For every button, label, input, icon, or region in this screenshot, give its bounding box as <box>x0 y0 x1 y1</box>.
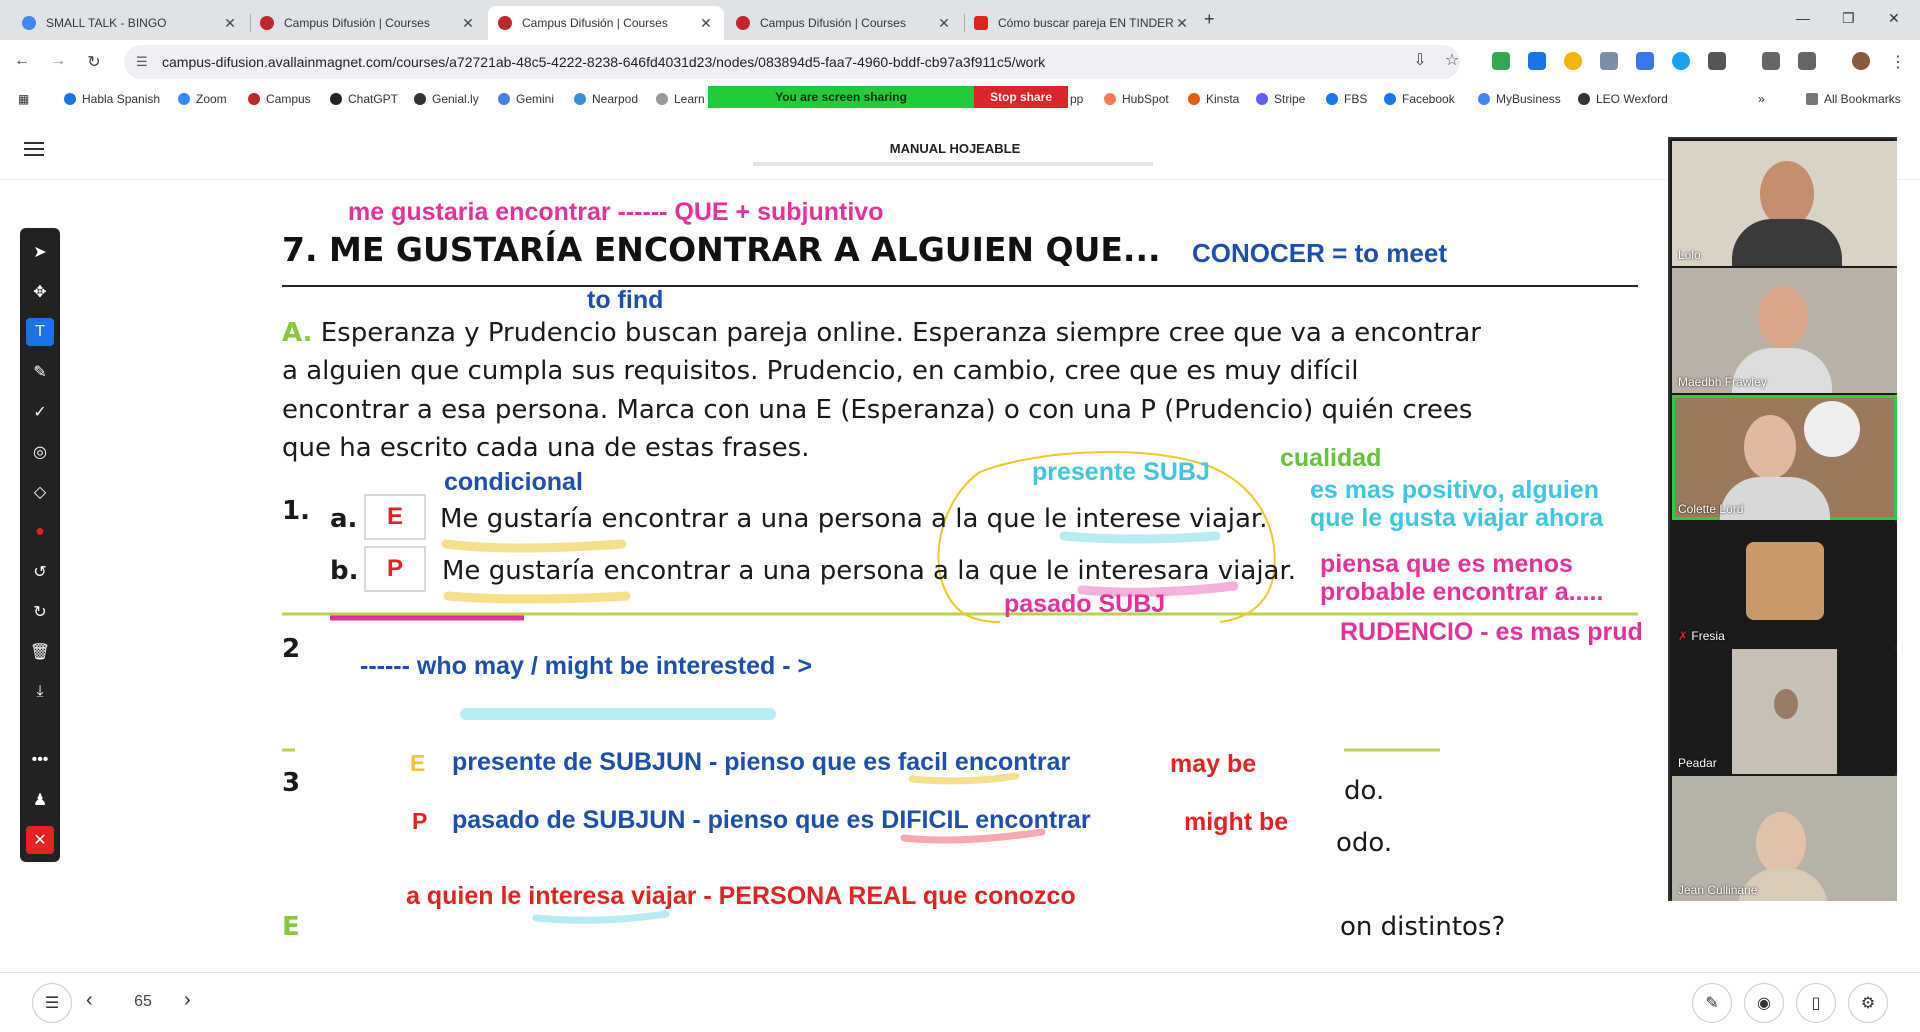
close-icon[interactable]: ✕ <box>700 14 712 31</box>
close-icon[interactable]: ✕ <box>1176 14 1188 31</box>
annotation-persona-real: a quien le interesa viajar - PERSONA REAL que conozco <box>406 882 1076 910</box>
more-menu-icon[interactable]: ⋮ <box>1890 54 1906 71</box>
bookmark-label: pp <box>1070 92 1084 106</box>
undo-icon[interactable]: ↺ <box>33 564 47 581</box>
bookmark-label: All Bookmarks <box>1824 92 1901 106</box>
drive-icon[interactable] <box>1492 52 1510 70</box>
bookmark-star-icon[interactable]: ☆ <box>1444 52 1460 69</box>
participant-name: Maedbh Frawley <box>1678 375 1767 389</box>
annotation-may-be: may be <box>1170 750 1257 778</box>
stop-share-button[interactable]: Stop share <box>974 86 1068 108</box>
bookmark-chatgpt[interactable] <box>330 92 398 106</box>
trash-icon[interactable]: 🗑 <box>29 644 51 661</box>
sentence-a: Me gustaría encontrar a una persona a la que le interese viajar. <box>440 504 1268 534</box>
bottom-navigation <box>0 972 1920 1032</box>
tab-small-talk[interactable] <box>12 6 248 40</box>
bookmark-zoom[interactable] <box>178 92 227 106</box>
bookmarks-overflow-icon[interactable]: » <box>1758 92 1765 106</box>
section-letter: A. <box>282 318 313 348</box>
bookmark-stripe[interactable] <box>1256 92 1305 106</box>
bookmark-label: Zoom <box>196 92 227 106</box>
user-icon[interactable]: ♟ <box>32 792 48 809</box>
annotation-que-subjuntivo: me gustaria encontrar ------ QUE + subjuntivo <box>348 198 884 226</box>
tab-favicon <box>22 16 36 30</box>
annotation-cualidad: cualidad <box>1280 444 1382 472</box>
bookmark-mybusiness[interactable] <box>1478 92 1561 106</box>
partial-text: odo. <box>1336 828 1393 858</box>
participant-avatar <box>1746 542 1824 620</box>
tab-title: Cómo buscar pareja EN TINDER <box>998 16 1174 30</box>
tab-favicon <box>498 16 512 30</box>
bookmark-label: HubSpot <box>1122 92 1169 106</box>
muted-icon: ✗ <box>1678 629 1689 643</box>
reading-icon[interactable] <box>1798 52 1816 70</box>
annotation-presente-subj: presente SUBJ <box>1032 458 1210 486</box>
download-icon[interactable]: ⤓ <box>36 683 44 700</box>
item-number: 2 <box>282 634 301 664</box>
bookmark-habla[interactable] <box>64 92 160 106</box>
move-icon[interactable]: ✥ <box>33 284 47 301</box>
tab-campus-active[interactable] <box>488 6 724 40</box>
participant-video-active[interactable] <box>1672 395 1897 520</box>
participant-name: ✗ Fresia <box>1678 629 1725 643</box>
back-icon[interactable]: ← <box>14 52 30 69</box>
tab-campus-3[interactable] <box>726 6 962 40</box>
bookmark-label: Habla Spanish <box>82 92 161 106</box>
extension-icon[interactable] <box>1564 52 1582 70</box>
paragraph-line: a alguien que cumpla sus requisitos. Prudencio, en cambio, cree que es muy difícil <box>282 356 1359 386</box>
tab-title: Campus Difusión | Courses <box>522 16 668 30</box>
profile-avatar[interactable] <box>1852 52 1870 70</box>
menu-icon[interactable] <box>24 142 44 160</box>
color-picker-icon[interactable]: ● <box>35 523 45 540</box>
prev-page-icon[interactable]: ‹ <box>86 989 93 1011</box>
bookmark-fbs[interactable] <box>1326 92 1367 106</box>
exercise-heading: 7. ME GUSTARÍA ENCONTRAR A ALGUIEN QUE... <box>282 230 1161 269</box>
extension-icon[interactable] <box>1600 52 1618 70</box>
item-label-a: a. <box>330 504 358 534</box>
bookmark-gemini[interactable] <box>498 92 554 106</box>
new-tab-button[interactable]: + <box>1204 9 1215 29</box>
bookmark-label: Learn <box>674 92 705 106</box>
paragraph-line: encontrar a esa persona. Marca con una E (Esperanza) o con una P (Prudencio) quién crees <box>282 395 1473 425</box>
tab-favicon <box>736 16 750 30</box>
close-annotation-icon[interactable]: ✕ <box>26 826 54 854</box>
bookmark-label: Kinsta <box>1206 92 1240 106</box>
check-icon[interactable]: ✓ <box>33 404 47 421</box>
minimize-icon[interactable]: — <box>1796 10 1810 26</box>
answer-box-b[interactable]: P <box>364 546 426 592</box>
more-icon[interactable]: ••• <box>31 751 49 768</box>
bookmark-label: ChatGPT <box>348 92 399 106</box>
annotation-prudencio: RUDENCIO - es mas prud <box>1340 618 1643 646</box>
list-menu-icon[interactable]: ☰ <box>32 983 72 1023</box>
paragraph-line <box>282 318 1481 348</box>
annotation-to-find: to find <box>587 286 664 314</box>
close-icon[interactable]: ✕ <box>938 14 950 31</box>
cyan-highlight <box>536 914 666 920</box>
annotation-condicional: condicional <box>444 468 583 496</box>
partial-text: on distintos? <box>1340 912 1506 942</box>
participant-name: Colette Lord <box>1678 502 1744 516</box>
close-window-icon[interactable]: ✕ <box>1888 10 1900 26</box>
sentence-b: Me gustaría encontrar a una persona a la que le interesara viajar. <box>442 556 1297 586</box>
bookmark-leo[interactable] <box>1578 92 1668 106</box>
bookmark-hubspot[interactable] <box>1104 92 1169 106</box>
bookmark-label: Stripe <box>1274 92 1306 106</box>
app-header <box>0 114 1920 180</box>
text-tool-icon[interactable]: T <box>26 318 54 346</box>
participant-name: Peadar <box>1678 756 1717 770</box>
participant-name: Lolo <box>1678 248 1701 262</box>
bookmark-genially[interactable] <box>414 92 479 106</box>
partial-text: do. <box>1344 776 1385 806</box>
youtube-icon <box>974 16 988 30</box>
annotation-positivo: es mas positivo, alguien <box>1310 476 1599 504</box>
book-page <box>130 182 1788 972</box>
edit-notes-icon[interactable]: ✎ <box>1692 983 1732 1023</box>
close-icon[interactable]: ✕ <box>224 14 236 31</box>
video-gallery <box>1668 137 1897 901</box>
paragraph-line: que ha escrito cada una de estas frases. <box>282 433 810 463</box>
item-number: 3 <box>282 768 301 798</box>
eye-icon[interactable]: ◉ <box>1744 983 1784 1023</box>
settings-gear-icon[interactable]: ⚙ <box>1848 983 1888 1023</box>
bookmark-app[interactable] <box>1070 92 1083 106</box>
participant-name: Jean Cullinane <box>1678 883 1758 897</box>
tab-campus-1[interactable] <box>250 6 486 40</box>
annotation-pasado-line: pasado de SUBJUN - pienso que es DIFICIL encontrar <box>452 806 1091 834</box>
participant-video[interactable] <box>1672 776 1897 901</box>
all-bookmarks[interactable] <box>1806 92 1901 106</box>
item-number: 1. <box>282 496 310 526</box>
annotation-might-be: might be <box>1184 808 1289 836</box>
bookmark-label: MyBusiness <box>1496 92 1561 106</box>
address-bar[interactable] <box>124 45 1460 79</box>
annotation-conocer: CONOCER = to meet <box>1192 238 1447 268</box>
browser-tab-bar <box>0 0 1920 40</box>
forward-icon[interactable]: → <box>50 52 66 69</box>
extension-icon[interactable] <box>1636 52 1654 70</box>
bookmark-label: Nearpod <box>592 92 639 106</box>
participant-video[interactable] <box>1672 522 1897 647</box>
annotation-who-may: ------ who may / might be interested - > <box>360 652 813 680</box>
bookmark-learn[interactable] <box>656 92 705 106</box>
annotation-p-letter: P <box>412 808 428 834</box>
bookmark-facebook[interactable] <box>1384 92 1455 106</box>
reload-icon[interactable]: ↻ <box>87 54 101 71</box>
cyan-highlight <box>1064 536 1216 539</box>
pen-icon[interactable]: ✎ <box>33 364 47 381</box>
yellow-highlight <box>446 544 622 548</box>
annotation-piensa: probable encontrar a..... <box>1320 578 1604 606</box>
tab-title: SMALL TALK - BINGO <box>46 16 167 30</box>
tab-title: Campus Difusión | Courses <box>284 16 430 30</box>
annotation-toolbar <box>20 228 60 862</box>
participant-face <box>1760 161 1814 227</box>
close-icon[interactable]: ✕ <box>462 14 474 31</box>
annotation-piensa: piensa que es menos <box>1320 550 1573 578</box>
item-label-b: b. <box>330 556 359 586</box>
puzzle-icon[interactable] <box>1708 52 1726 70</box>
extension-icon[interactable] <box>1672 52 1690 70</box>
install-icon[interactable]: ⇩ <box>1413 52 1427 69</box>
bookmark-label: Gemini <box>516 92 555 106</box>
restore-icon[interactable]: ❐ <box>1842 10 1855 26</box>
pointer-icon[interactable]: ➤ <box>33 244 47 261</box>
annotation-presente-line: presente de SUBJUN - pienso que es facil encontrar <box>452 748 1071 776</box>
share-status: You are screen sharing <box>708 86 974 108</box>
bookmark-kinsta[interactable] <box>1188 92 1239 106</box>
yellow-highlight <box>448 596 626 599</box>
eraser-icon[interactable]: ◇ <box>33 484 47 501</box>
annotation-pasado-subj: pasado SUBJ <box>1004 590 1166 618</box>
bookmark-label: Genial.ly <box>432 92 479 106</box>
bookmark-icon[interactable]: ▯ <box>1796 983 1836 1023</box>
screen-share-banner <box>708 86 1068 108</box>
spotlight-icon[interactable]: ◎ <box>33 444 47 461</box>
title-underline <box>753 162 1153 166</box>
participant-video[interactable] <box>1672 141 1897 266</box>
answer-box-a[interactable]: E <box>364 494 426 540</box>
bookmark-nearpod[interactable] <box>574 92 638 106</box>
url-text: campus-difusion.avallainmagnet.com/courses/a72721ab-48c5-4222-8238-646fd4031d23/nodes/083894d5-faa7-4960-bddf-cb97a3f911c5/work <box>162 54 1046 70</box>
bookmark-campus[interactable] <box>248 92 311 106</box>
trash-icon[interactable] <box>1762 52 1780 70</box>
bookmark-label: Facebook <box>1402 92 1455 106</box>
tab-title: Campus Difusión | Courses <box>760 16 906 30</box>
participant-video[interactable] <box>1672 268 1897 393</box>
tab-favicon <box>260 16 274 30</box>
browser-toolbar <box>0 40 1920 86</box>
redo-icon[interactable]: ↻ <box>33 604 47 621</box>
apps-icon[interactable]: ▦ <box>18 92 30 106</box>
tab-youtube[interactable] <box>964 6 1200 40</box>
bookmark-label: LEO Wexford <box>1596 92 1668 106</box>
section-letter: E <box>282 912 300 942</box>
paragraph-text: Esperanza y Prudencio buscan pareja online. Esperanza siempre cree que va a encontrar <box>320 318 1481 348</box>
page-title: MANUAL HOJEABLE <box>889 141 1021 156</box>
page-number[interactable]: 65 <box>134 993 152 1010</box>
bookmark-label: FBS <box>1344 92 1368 106</box>
participant-video[interactable] <box>1672 649 1897 774</box>
extension-icon[interactable] <box>1528 52 1546 70</box>
annotation-positivo: que le gusta viajar ahora <box>1310 504 1604 532</box>
bookmark-label: Campus <box>266 92 311 106</box>
next-page-icon[interactable]: › <box>184 989 191 1011</box>
annotation-e-letter: E <box>410 750 426 776</box>
site-info-icon[interactable]: ☰ <box>136 54 148 69</box>
